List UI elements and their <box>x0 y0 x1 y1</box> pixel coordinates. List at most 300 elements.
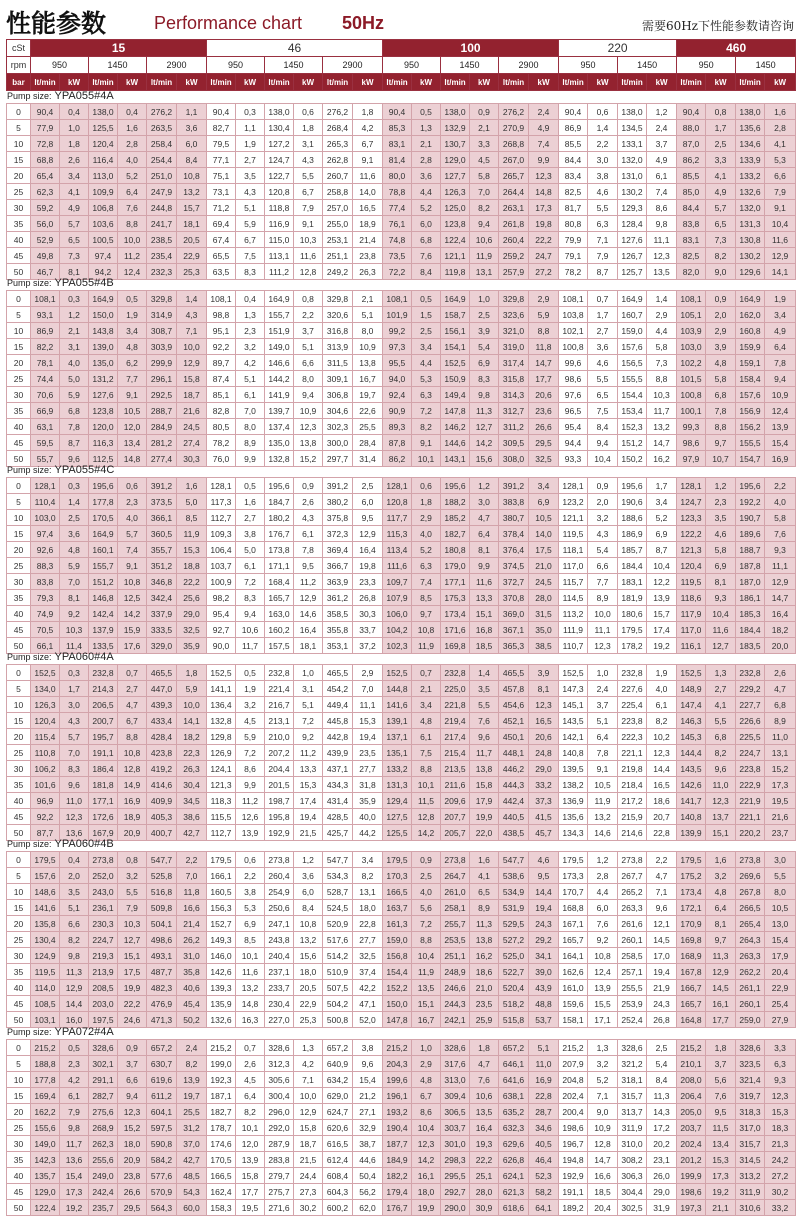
value-cell: 14,7 <box>647 435 677 451</box>
value-cell: 93,3 <box>559 451 588 467</box>
value-cell: 14,3 <box>647 1104 677 1120</box>
value-cell: 16,7 <box>353 371 383 387</box>
value-cell: 110,4 <box>31 494 60 510</box>
value-cell: 146,6 <box>265 355 294 371</box>
value-cell: 158,1 <box>559 1012 588 1028</box>
value-cell: 115,7 <box>559 574 588 590</box>
value-cell: 267,8 <box>736 884 765 900</box>
table-row <box>7 232 796 248</box>
value-cell: 262,8 <box>323 152 353 168</box>
value-cell: 5,1 <box>236 200 265 216</box>
value-cell: 16,9 <box>529 1072 559 1088</box>
value-cell: 1,9 <box>236 681 265 697</box>
value-cell: 118,1 <box>559 542 588 558</box>
value-cell: 87,0 <box>677 136 706 152</box>
value-cell: 7,8 <box>294 542 323 558</box>
value-cell: 8,4 <box>647 1072 677 1088</box>
value-cell: 507,5 <box>323 980 353 996</box>
value-cell: 20,9 <box>118 1152 147 1168</box>
value-cell: 445,8 <box>323 713 353 729</box>
pump-size-prefix: Pump size: <box>7 1027 52 1037</box>
value-cell: 313,0 <box>441 1072 470 1088</box>
value-cell: 1,5 <box>412 307 441 323</box>
unit-cell: kW <box>412 74 441 91</box>
value-cell: 3,7 <box>588 697 618 713</box>
value-cell: 131,0 <box>618 168 647 184</box>
value-cell: 318,3 <box>736 1104 765 1120</box>
value-cell: 29,5 <box>118 1200 147 1216</box>
value-cell: 13,2 <box>294 932 323 948</box>
value-cell: 9,7 <box>706 932 736 948</box>
value-cell: 135,0 <box>89 355 118 371</box>
value-cell: 11,9 <box>412 964 441 980</box>
value-cell: 121,3 <box>207 777 236 793</box>
value-cell: 630,7 <box>147 1056 177 1072</box>
value-cell: 5,2 <box>412 200 441 216</box>
value-cell: 233,7 <box>265 980 294 996</box>
value-cell: 14,6 <box>588 825 618 841</box>
value-cell: 187,0 <box>736 574 765 590</box>
value-cell: 4,2 <box>60 1072 89 1088</box>
pressure-cell: 20 <box>7 916 31 932</box>
value-cell: 10,8 <box>588 948 618 964</box>
value-cell: 5,2 <box>647 510 677 526</box>
value-cell: 237,1 <box>265 964 294 980</box>
value-cell: 255,0 <box>323 216 353 232</box>
value-cell: 180,6 <box>618 606 647 622</box>
value-cell: 177,1 <box>441 574 470 590</box>
value-cell: 13,1 <box>765 745 796 761</box>
value-cell: 5,6 <box>412 900 441 916</box>
value-cell: 251,0 <box>147 168 177 184</box>
value-cell: 128,1 <box>559 478 588 494</box>
value-cell: 100,8 <box>559 339 588 355</box>
title-english: Performance chart <box>154 13 303 33</box>
value-cell: 199,6 <box>383 1072 412 1088</box>
unit-cell: kW <box>470 74 499 91</box>
value-cell: 296,0 <box>265 1104 294 1120</box>
pressure-cell: 15 <box>7 900 31 916</box>
value-cell: 150,0 <box>383 996 412 1012</box>
value-cell: 257,1 <box>618 964 647 980</box>
value-cell: 15,6 <box>470 451 499 467</box>
value-cell: 9,3 <box>765 542 796 558</box>
value-cell: 17,7 <box>529 371 559 387</box>
value-cell: 129,4 <box>383 793 412 809</box>
value-cell: 12,0 <box>236 1136 265 1152</box>
value-cell: 22,2 <box>529 232 559 248</box>
value-cell: 2,4 <box>529 104 559 120</box>
value-cell: 12,8 <box>588 1136 618 1152</box>
value-cell: 7,7 <box>588 574 618 590</box>
value-cell: 8,8 <box>706 419 736 435</box>
table-row <box>7 494 796 510</box>
value-cell: 10,3 <box>647 387 677 403</box>
value-cell: 244,8 <box>147 200 177 216</box>
value-cell: 7,3 <box>706 232 736 248</box>
value-cell: 306,8 <box>323 387 353 403</box>
value-cell: 276,2 <box>147 104 177 120</box>
value-cell: 522,7 <box>499 964 529 980</box>
value-cell: 8,1 <box>529 681 559 697</box>
value-cell: 9,0 <box>706 264 736 280</box>
value-cell: 5,3 <box>765 152 796 168</box>
value-cell: 13,4 <box>118 435 147 451</box>
value-cell: 179,0 <box>441 558 470 574</box>
value-cell: 6,6 <box>60 916 89 932</box>
pressure-cell: 20 <box>7 1104 31 1120</box>
value-cell: 257,0 <box>323 200 353 216</box>
value-cell: 183,1 <box>618 574 647 590</box>
pump-size-label <box>6 837 796 851</box>
value-cell: 115,4 <box>31 729 60 745</box>
value-cell: 2,7 <box>236 510 265 526</box>
value-cell: 2,2 <box>588 136 618 152</box>
value-cell: 13,8 <box>470 761 499 777</box>
value-cell: 9,8 <box>60 948 89 964</box>
value-cell: 171,6 <box>441 622 470 638</box>
value-cell: 342,4 <box>147 590 177 606</box>
value-cell: 31,5 <box>529 606 559 622</box>
value-cell: 12,2 <box>647 574 677 590</box>
value-cell: 215,9 <box>618 809 647 825</box>
pump-code: YPA072#4A <box>54 1026 114 1038</box>
value-cell: 18,0 <box>294 964 323 980</box>
value-cell: 81,4 <box>383 152 412 168</box>
value-cell: 31,2 <box>177 1120 207 1136</box>
value-cell: 192,9 <box>559 1168 588 1184</box>
value-cell: 6,5 <box>60 232 89 248</box>
value-cell: 12,7 <box>470 419 499 435</box>
value-cell: 164,9 <box>265 291 294 307</box>
value-cell: 176,7 <box>383 1200 412 1216</box>
value-cell: 198,6 <box>559 1120 588 1136</box>
pressure-cell: 10 <box>7 1072 31 1088</box>
value-cell: 10,5 <box>529 510 559 526</box>
value-cell: 197,5 <box>89 1012 118 1028</box>
table-row <box>7 996 796 1012</box>
value-cell: 510,9 <box>323 964 353 980</box>
value-cell: 30,2 <box>765 1184 796 1200</box>
value-cell: 221,1 <box>736 809 765 825</box>
value-cell: 632,3 <box>499 1120 529 1136</box>
value-cell: 215,2 <box>559 1040 588 1056</box>
value-cell: 26,2 <box>177 932 207 948</box>
value-cell: 94,2 <box>89 264 118 280</box>
value-cell: 290,0 <box>441 1200 470 1216</box>
value-cell: 8,3 <box>470 371 499 387</box>
value-cell: 4,8 <box>60 542 89 558</box>
value-cell: 2,7 <box>118 681 147 697</box>
value-cell: 117,9 <box>677 606 706 622</box>
value-cell: 55,7 <box>31 451 60 467</box>
table-row <box>7 793 796 809</box>
value-cell: 106,2 <box>31 761 60 777</box>
pressure-cell: 10 <box>7 323 31 339</box>
value-cell: 337,9 <box>147 606 177 622</box>
value-cell: 405,3 <box>147 809 177 825</box>
value-cell: 106,0 <box>383 606 412 622</box>
value-cell: 103,7 <box>207 558 236 574</box>
table-row <box>7 884 796 900</box>
pressure-cell: 40 <box>7 980 31 996</box>
pressure-cell: 25 <box>7 184 31 200</box>
value-cell: 7,1 <box>647 884 677 900</box>
value-cell: 442,8 <box>323 729 353 745</box>
value-cell: 201,5 <box>265 777 294 793</box>
value-cell: 115,0 <box>265 232 294 248</box>
value-cell: 192,9 <box>265 825 294 841</box>
value-cell: 23,5 <box>470 996 499 1012</box>
pressure-cell: 50 <box>7 451 31 467</box>
value-cell: 179,5 <box>207 852 236 868</box>
value-cell: 17,4 <box>647 622 677 638</box>
value-cell: 0,5 <box>118 291 147 307</box>
value-cell: 0,7 <box>412 665 441 681</box>
pressure-cell: 50 <box>7 1012 31 1028</box>
table-row <box>7 665 796 681</box>
pressure-cell: 20 <box>7 729 31 745</box>
value-cell: 4,3 <box>294 152 323 168</box>
unit-cell: lt/min <box>147 74 177 91</box>
value-cell: 577,6 <box>147 1168 177 1184</box>
value-cell: 316,8 <box>323 323 353 339</box>
value-cell: 208,5 <box>89 980 118 996</box>
value-cell: 300,4 <box>265 1088 294 1104</box>
value-cell: 4,1 <box>60 184 89 200</box>
pump-data-table <box>6 103 796 280</box>
value-cell: 2,0 <box>588 494 618 510</box>
value-cell: 216,7 <box>265 697 294 713</box>
value-cell: 7,9 <box>765 184 796 200</box>
value-cell: 10,5 <box>118 403 147 419</box>
value-cell: 166,1 <box>207 868 236 884</box>
value-cell: 329,8 <box>499 291 529 307</box>
value-cell: 130,2 <box>736 248 765 264</box>
value-cell: 258,8 <box>323 184 353 200</box>
pressure-cell: 45 <box>7 248 31 264</box>
value-cell: 122,7 <box>265 168 294 184</box>
value-cell: 156,3 <box>207 900 236 916</box>
rpm-cell: 1450 <box>265 57 323 74</box>
value-cell: 102,3 <box>383 638 412 654</box>
value-cell: 0,9 <box>588 478 618 494</box>
value-cell: 162,4 <box>207 1184 236 1200</box>
value-cell: 8,2 <box>470 200 499 216</box>
value-cell: 465,5 <box>499 665 529 681</box>
value-cell: 358,5 <box>323 606 353 622</box>
value-cell: 1,2 <box>647 104 677 120</box>
value-cell: 181,9 <box>618 590 647 606</box>
value-cell: 7,9 <box>118 900 147 916</box>
value-cell: 120,8 <box>265 184 294 200</box>
value-cell: 1,3 <box>588 1040 618 1056</box>
value-cell: 9,4 <box>588 435 618 451</box>
value-cell: 147,8 <box>383 1012 412 1028</box>
value-cell: 9,6 <box>470 729 499 745</box>
pressure-cell: 45 <box>7 809 31 825</box>
value-cell: 646,1 <box>499 1056 529 1072</box>
value-cell: 471,3 <box>147 1012 177 1028</box>
value-cell: 7,7 <box>118 371 147 387</box>
value-cell: 7,4 <box>118 542 147 558</box>
value-cell: 8,3 <box>236 264 265 280</box>
value-cell: 2,5 <box>412 868 441 884</box>
value-cell: 9,6 <box>60 451 89 467</box>
value-cell: 5,0 <box>177 494 207 510</box>
value-cell: 12,1 <box>647 916 677 932</box>
value-cell: 12,3 <box>412 1136 441 1152</box>
value-cell: 5,8 <box>765 510 796 526</box>
value-cell: 82,5 <box>677 248 706 264</box>
value-cell: 40,5 <box>529 1136 559 1152</box>
value-cell: 5,7 <box>60 729 89 745</box>
value-cell: 3,8 <box>353 1040 383 1056</box>
value-cell: 120,4 <box>31 713 60 729</box>
value-cell: 0,6 <box>588 104 618 120</box>
value-cell: 14,9 <box>118 777 147 793</box>
value-cell: 634,2 <box>323 1072 353 1088</box>
value-cell: 283,8 <box>265 1152 294 1168</box>
value-cell: 608,4 <box>323 1168 353 1184</box>
value-cell: 11,6 <box>470 574 499 590</box>
value-cell: 1,8 <box>177 665 207 681</box>
value-cell: 189,6 <box>736 526 765 542</box>
value-cell: 611,2 <box>147 1088 177 1104</box>
value-cell: 133,9 <box>736 152 765 168</box>
value-cell: 23,3 <box>353 574 383 590</box>
value-cell: 11,3 <box>470 916 499 932</box>
value-cell: 33,7 <box>353 622 383 638</box>
pressure-cell: 15 <box>7 713 31 729</box>
value-cell: 1,3 <box>706 665 736 681</box>
value-cell: 109,3 <box>207 526 236 542</box>
value-cell: 14,5 <box>706 980 736 996</box>
value-cell: 321,2 <box>618 1056 647 1072</box>
value-cell: 16,5 <box>353 200 383 216</box>
value-cell: 25,1 <box>470 1168 499 1184</box>
value-cell: 14,8 <box>529 184 559 200</box>
value-cell: 30,3 <box>353 606 383 622</box>
value-cell: 0,4 <box>60 104 89 120</box>
value-cell: 626,8 <box>499 1152 529 1168</box>
value-cell: 102,1 <box>559 323 588 339</box>
value-cell: 264,4 <box>499 184 529 200</box>
value-cell: 4,8 <box>412 713 441 729</box>
value-cell: 131,3 <box>736 216 765 232</box>
value-cell: 18,7 <box>294 1136 323 1152</box>
value-cell: 5,3 <box>236 900 265 916</box>
value-cell: 2,7 <box>706 681 736 697</box>
table-row <box>7 809 796 825</box>
value-cell: 4,6 <box>706 526 736 542</box>
value-cell: 620,6 <box>323 1120 353 1136</box>
value-cell: 414,6 <box>147 777 177 793</box>
value-cell: 13,9 <box>236 1152 265 1168</box>
pressure-cell: 45 <box>7 1184 31 1200</box>
value-cell: 12,9 <box>294 1104 323 1120</box>
value-cell: 276,2 <box>323 104 353 120</box>
value-cell: 138,2 <box>559 777 588 793</box>
value-cell: 265,3 <box>323 136 353 152</box>
value-cell: 229,2 <box>736 681 765 697</box>
value-cell: 12,3 <box>60 809 89 825</box>
value-cell: 2,8 <box>118 136 147 152</box>
value-cell: 4,2 <box>236 355 265 371</box>
value-cell: 11,1 <box>353 697 383 713</box>
pump-section <box>6 650 796 841</box>
value-cell: 4,9 <box>647 152 677 168</box>
value-cell: 198,6 <box>677 1184 706 1200</box>
value-cell: 11,6 <box>353 168 383 184</box>
value-cell: 44,2 <box>353 825 383 841</box>
value-cell: 97,3 <box>383 339 412 355</box>
value-cell: 164,9 <box>89 291 118 307</box>
value-cell: 5,1 <box>236 371 265 387</box>
value-cell: 165,7 <box>677 996 706 1012</box>
value-cell: 258,1 <box>441 900 470 916</box>
table-row <box>7 419 796 435</box>
pressure-cell: 15 <box>7 1088 31 1104</box>
value-cell: 4,3 <box>236 184 265 200</box>
value-cell: 2,1 <box>60 323 89 339</box>
value-cell: 13,2 <box>177 184 207 200</box>
value-cell: 155,5 <box>736 435 765 451</box>
value-cell: 4,0 <box>118 510 147 526</box>
value-cell: 146,3 <box>677 713 706 729</box>
value-cell: 10,0 <box>118 232 147 248</box>
value-cell: 16,4 <box>470 1120 499 1136</box>
value-cell: 63,5 <box>207 264 236 280</box>
value-cell: 590,8 <box>147 1136 177 1152</box>
value-cell: 188,8 <box>31 1056 60 1072</box>
value-cell: 8,7 <box>588 264 618 280</box>
value-cell: 2,2 <box>765 478 796 494</box>
value-cell: 9,6 <box>647 900 677 916</box>
value-cell: 114,5 <box>559 590 588 606</box>
value-cell: 158,7 <box>441 307 470 323</box>
table-row <box>7 729 796 745</box>
value-cell: 116,9 <box>265 216 294 232</box>
value-cell: 3,4 <box>118 323 147 339</box>
value-cell: 241,7 <box>147 216 177 232</box>
value-cell: 249,2 <box>323 264 353 280</box>
value-cell: 268,9 <box>89 1120 118 1136</box>
value-cell: 12,7 <box>706 638 736 654</box>
value-cell: 202,4 <box>677 1136 706 1152</box>
value-cell: 160,5 <box>207 884 236 900</box>
value-cell: 8,0 <box>294 371 323 387</box>
value-cell: 383,8 <box>499 494 529 510</box>
value-cell: 314,3 <box>499 387 529 403</box>
value-cell: 20,4 <box>765 964 796 980</box>
value-cell: 146,2 <box>441 419 470 435</box>
value-cell: 4,7 <box>470 1056 499 1072</box>
value-cell: 143,5 <box>677 761 706 777</box>
value-cell: 192,3 <box>207 1072 236 1088</box>
value-cell: 1,4 <box>177 291 207 307</box>
pump-size-prefix: Pump size: <box>7 652 52 662</box>
value-cell: 15,3 <box>177 542 207 558</box>
value-cell: 0,6 <box>294 104 323 120</box>
value-cell: 24,8 <box>529 745 559 761</box>
value-cell: 27,9 <box>765 1012 796 1028</box>
table-row <box>7 307 796 323</box>
value-cell: 2,7 <box>236 152 265 168</box>
value-cell: 9,1 <box>412 435 441 451</box>
value-cell: 1,6 <box>765 104 796 120</box>
pressure-cell: 50 <box>7 1200 31 1216</box>
